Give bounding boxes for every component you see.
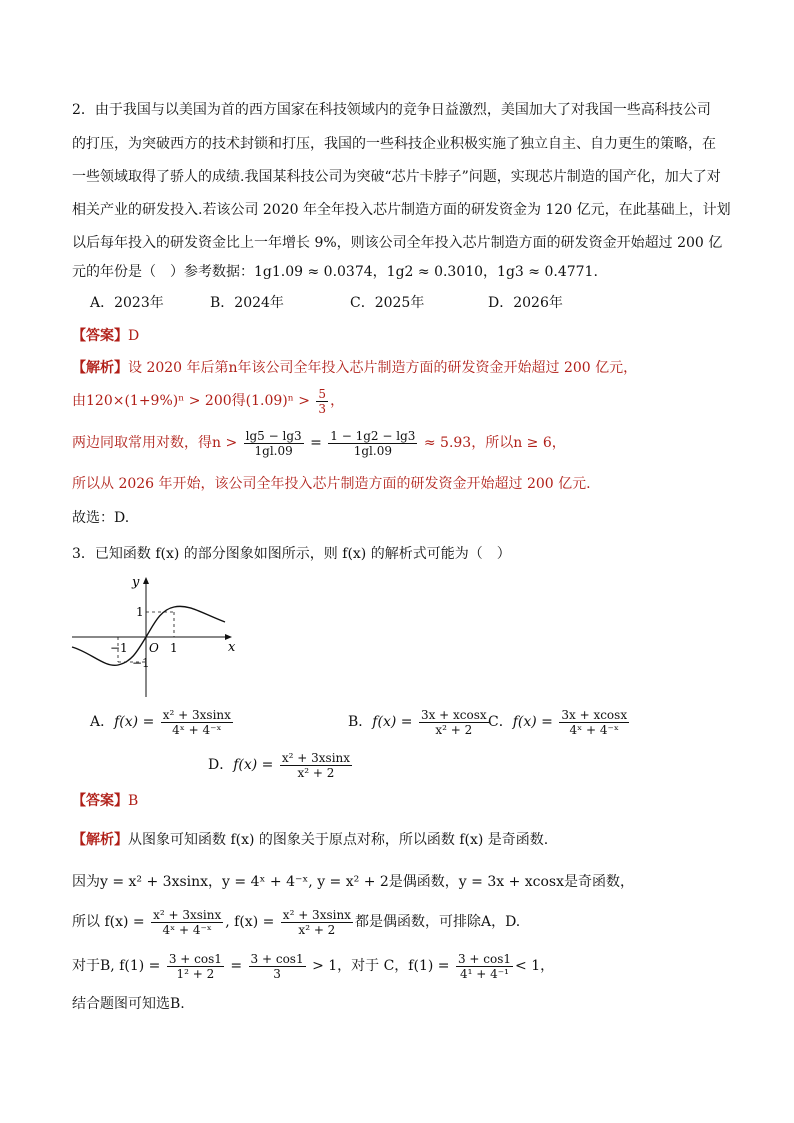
fraction-den: 1gl.09 xyxy=(254,443,293,458)
fraction-num: 3 + cos1 xyxy=(168,951,222,966)
fraction-den: x² + 2 xyxy=(435,722,473,737)
tick-label-y-pos: 1 xyxy=(136,605,144,619)
q3-analysis-4 xyxy=(72,950,554,982)
answer-label: 【答案】 xyxy=(72,328,128,344)
fraction xyxy=(167,952,224,981)
y-axis-label: y xyxy=(132,575,140,590)
fraction-num: 3 + cos1 xyxy=(250,951,304,966)
q3-option-c xyxy=(488,706,631,738)
option-label: C． xyxy=(488,714,513,730)
fraction-den: x² + 2 xyxy=(298,922,336,937)
analysis-text: , f(x) = xyxy=(225,914,275,930)
fraction-num: 3x + xcosx xyxy=(420,707,487,722)
analysis-text: 由120×(1+9%)ⁿ > 200得(1.09)ⁿ > xyxy=(72,393,310,409)
function-graph xyxy=(70,572,245,702)
q3-option-a xyxy=(90,706,235,738)
analysis-text: 从图象可知函数 f(x) 的图象关于原点对称，所以函数 f(x) 是奇函数. xyxy=(128,832,549,848)
fraction xyxy=(280,751,352,780)
fraction-num: lg5 − lg3 xyxy=(245,428,302,443)
analysis-label: 【解析】 xyxy=(72,832,128,848)
q3-analysis-2: 因为y = x² + 3xsinx，y = 4ˣ + 4⁻ˣ, y = x² + 2是偶函数，y = 3x + xcosx是奇函数， xyxy=(72,874,635,890)
q2-analysis-4: 所以从 2026 年开始，该公司全年投入芯片制造方面的研发资金开始超过 200 亿元. xyxy=(72,476,591,492)
q2-line-3: 一些领域取得了骄人的成绩.我国某科技公司为突破“芯片卡脖子”问题，实现芯片制造的国产化，加大了对 xyxy=(72,169,721,185)
q3-analysis-3 xyxy=(72,906,520,938)
analysis-text: ≈ 5.93，所以n ≥ 6， xyxy=(423,435,566,451)
q2-analysis-2 xyxy=(72,386,344,416)
fraction xyxy=(249,952,306,981)
x-axis-label: x xyxy=(228,640,236,655)
fraction-num: x² + 3xsinx xyxy=(281,750,351,765)
y-axis-arrow xyxy=(143,577,149,584)
fraction-den: 3 xyxy=(273,966,281,981)
option-fx: f(x) = xyxy=(372,714,413,730)
analysis-text: ， xyxy=(330,393,345,409)
option-label: D． xyxy=(208,757,234,773)
fraction-den: 4ˣ + 4⁻ˣ xyxy=(172,722,222,737)
fraction-den: 4¹ + 4⁻¹ xyxy=(460,966,509,981)
fraction-den: 1gl.09 xyxy=(353,443,392,458)
q3-conclusion: 结合题图可知选B. xyxy=(72,996,185,1012)
q3-option-d xyxy=(208,749,354,781)
fraction xyxy=(281,908,353,937)
tick-label-x-neg: −1 xyxy=(110,641,128,655)
origin-label: O xyxy=(149,641,159,655)
fraction xyxy=(328,429,417,458)
analysis-text: 所以 f(x) = xyxy=(72,914,145,930)
q2-line-2: 的打压，为突破西方的技术封锁和打压，我国的一些科技企业积极实施了独立自主、自力更生的策略，在 xyxy=(72,136,716,152)
fraction-num: x² + 3xsinx xyxy=(282,907,351,922)
fraction xyxy=(316,387,328,416)
q2-conclusion: 故选：D. xyxy=(72,510,130,526)
analysis-text: 对于B, f(1) = xyxy=(72,958,161,974)
q3-analysis-1 xyxy=(72,830,548,850)
q2-line-6: 元的年份是（ ）参考数据：1g1.09 ≈ 0.0374，1g2 ≈ 0.3010，1g3 ≈ 0.4771. xyxy=(72,264,598,280)
analysis-text: 都是偶函数，可排除A，D. xyxy=(354,914,521,930)
fraction xyxy=(244,429,304,458)
fraction-den: x² + 2 xyxy=(297,765,335,780)
fraction-num: 1 − 1g2 − lg3 xyxy=(330,428,416,443)
q2-option-a: A．2023年 xyxy=(90,295,164,311)
q2-line-1: 2．由于我国与以美国为首的西方国家在科技领域内的竞争日益激烈，美国加大了对我国一些高科技公司 xyxy=(72,102,711,118)
analysis-text: > 1，对于 C，f(1) = xyxy=(312,958,450,974)
option-label: B． xyxy=(348,714,373,730)
option-fx: f(x) = xyxy=(512,714,553,730)
analysis-text: 设 2020 年后第n年该公司全年投入芯片制造方面的研发资金开始超过 200 亿元， xyxy=(128,360,638,376)
q2-analysis-3 xyxy=(72,428,566,458)
analysis-label: 【解析】 xyxy=(72,360,128,376)
equals: = xyxy=(310,435,322,451)
fraction xyxy=(559,708,629,737)
fraction-den: 1² + 2 xyxy=(176,966,215,981)
fraction-num: 3 + cos1 xyxy=(457,951,512,966)
fraction-den: 3 xyxy=(318,401,327,416)
q2-option-c: C．2025年 xyxy=(350,295,425,311)
q2-answer xyxy=(72,326,139,346)
q3-option-b xyxy=(348,706,491,738)
analysis-text: < 1， xyxy=(515,958,555,974)
answer-value: D xyxy=(128,328,140,344)
answer-label: 【答案】 xyxy=(72,793,128,809)
option-fx: f(x) = xyxy=(114,714,155,730)
q2-analysis-1 xyxy=(72,358,637,378)
fraction xyxy=(161,708,233,737)
option-label: A． xyxy=(90,714,115,730)
q2-line-4: 相关产业的研发投入.若该公司 2020 年全年投入芯片制造方面的研发资金为 120 亿元，在此基础上，计划 xyxy=(72,202,731,218)
fraction-den: 4ˣ + 4⁻ˣ xyxy=(569,722,619,737)
fraction-num: x² + 3xsinx xyxy=(153,907,222,922)
fraction-den: 4ˣ + 4⁻ˣ xyxy=(162,922,212,937)
fraction-num: 3x + xcosx xyxy=(561,707,628,722)
tick-label-x-pos: 1 xyxy=(170,641,178,655)
answer-value: B xyxy=(128,793,139,809)
q2-option-b: B．2024年 xyxy=(210,295,284,311)
fraction xyxy=(456,952,513,981)
q2-option-d: D．2026年 xyxy=(488,295,563,311)
option-fx: f(x) = xyxy=(233,757,274,773)
fraction-num: 5 xyxy=(318,386,327,401)
q3-answer xyxy=(72,791,138,811)
fraction xyxy=(151,908,223,937)
analysis-text: 两边同取常用对数，得n > xyxy=(72,435,238,451)
q2-line-5: 以后每年投入的研发资金比上一年增长 9%，则该公司全年投入芯片制造方面的研发资金开始超过 200 亿 xyxy=(72,235,723,251)
tick-label-y-neg: −1 xyxy=(132,656,150,670)
fraction-num: x² + 3xsinx xyxy=(162,707,231,722)
q3-stem: 3．已知函数 f(x) 的部分图象如图所示，则 f(x) 的解析式可能为（ ） xyxy=(72,546,511,562)
equals: = xyxy=(230,958,243,974)
fraction xyxy=(419,708,489,737)
